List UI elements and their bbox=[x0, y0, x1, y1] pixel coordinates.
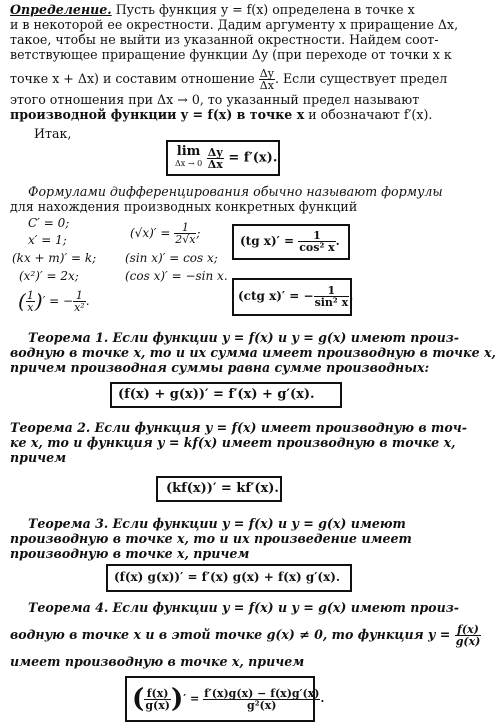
definition-line-5: точке x + Δx) и составим отношение $\frac{\Delta y}{\Delta x}$ . Если существует предел bbox=[10, 67, 448, 92]
formula-ctg: (ctg x)′ = − $\frac{1}{\text{sin² x}}$ . bbox=[238, 284, 354, 309]
theorem1-line-1: Теорема 1. Если функции y = f(x) и y = g(x) имеют произ- bbox=[28, 330, 459, 345]
theorem1-formula: (f(x) + g(x))′ = f′(x) + g′(x). bbox=[118, 387, 315, 402]
theorem4-line-1: Теорема 4. Если функции y = f(x) и y = g(x) имеют произ- bbox=[28, 600, 459, 615]
theorem4-line-2: водную в точке x и в этой точке g(x) ≠ 0, то функция y = $\frac{f(x)}{g(x)}$ bbox=[10, 623, 481, 648]
theorem2-line-1: Теорема 2. Если функция y = f(x) имеет производную в точ- bbox=[10, 420, 467, 435]
definition-line-7: производной функции y = f(x) в точке x и обозначают f′(x). bbox=[10, 107, 433, 122]
theorem3-line-3: производную в точке x, причем bbox=[10, 546, 250, 561]
theorem2-line-3: причем bbox=[10, 450, 67, 465]
theorem3-formula: (f(x) g(x))′ = f′(x) g(x) + f(x) g′(x). bbox=[114, 570, 341, 584]
theorem1-line-2: водную в точке x, то и их сумма имеет производную в точке x, bbox=[10, 345, 496, 360]
formula-linear: (kx + m)′ = k; bbox=[12, 251, 97, 265]
theorem2-formula: (kf(x))′ = kf′(x). bbox=[166, 481, 279, 496]
theorem1-line-3: причем производная суммы равна сумме производных: bbox=[10, 360, 430, 375]
itak-text: Итак, bbox=[34, 126, 72, 141]
formula-sin: (sin x)′ = cos x; bbox=[125, 251, 218, 265]
definition-title: Определение. bbox=[10, 2, 112, 17]
theorem2-line-2: ке x, то и функция y = kf(x) имеет производную в точке x, bbox=[10, 435, 456, 450]
definition-line-4: ветствующее приращение функции Δy (при переходе от точки x к bbox=[10, 47, 452, 62]
theorem3-line-1: Теорема 3. Если функции y = f(x) и y = g(x) имеют bbox=[28, 516, 406, 531]
formulas-intro-2: для нахождения производных конкретных функций bbox=[10, 199, 358, 214]
limit-formula: lim Δx → 0 $\frac{\Delta y}{\Delta x}$ = f′(x). bbox=[175, 144, 278, 171]
formula-tg: (tg x)′ = $\frac{1}{\text{cos² x}}$ . bbox=[240, 229, 340, 254]
formula-sqrt: (√x)′ = $\frac{1}{2√x}$ ; bbox=[130, 221, 201, 246]
theorem3-line-2: производную в точке x, то и их произведение имеет bbox=[10, 531, 412, 546]
definition-line-2: и в некоторой ее окрестности. Дадим аргументу x приращение Δx, bbox=[10, 17, 459, 32]
formula-x: x′ = 1; bbox=[28, 233, 67, 247]
formula-square: (x²)′ = 2x; bbox=[19, 269, 79, 283]
theorem4-formula: ( $\frac{f(x)}{g(x)}$ )′ = $\frac{f'(x)g(x) - f(x)g'(x)}{\text{g²(x)}}$ . bbox=[132, 684, 325, 714]
theorem4-line-3: имеет производную в точке x, причем bbox=[10, 654, 305, 669]
formula-cos: (cos x)′ = −sin x. bbox=[125, 269, 228, 283]
formula-recip: ( $\frac{1}{x}$ )′ = − $\frac{1}{\text{x²}}$ . bbox=[18, 289, 90, 314]
definition-line-3: такое, чтобы не выйти из указанной окрестности. Найдем соот- bbox=[10, 32, 439, 47]
ratio-fraction: $\frac{\Delta y}{\Delta x}$ bbox=[259, 67, 274, 92]
definition-line-1: Определение. Пусть функция y = f(x) определена в точке x bbox=[10, 2, 415, 17]
definition-line-6: этого отношения при Δx → 0, то указанный предел называют bbox=[10, 92, 420, 107]
formulas-intro-1: Формулами дифференцирования обычно называют формулы bbox=[28, 184, 443, 199]
formula-const: C′ = 0; bbox=[28, 216, 70, 230]
